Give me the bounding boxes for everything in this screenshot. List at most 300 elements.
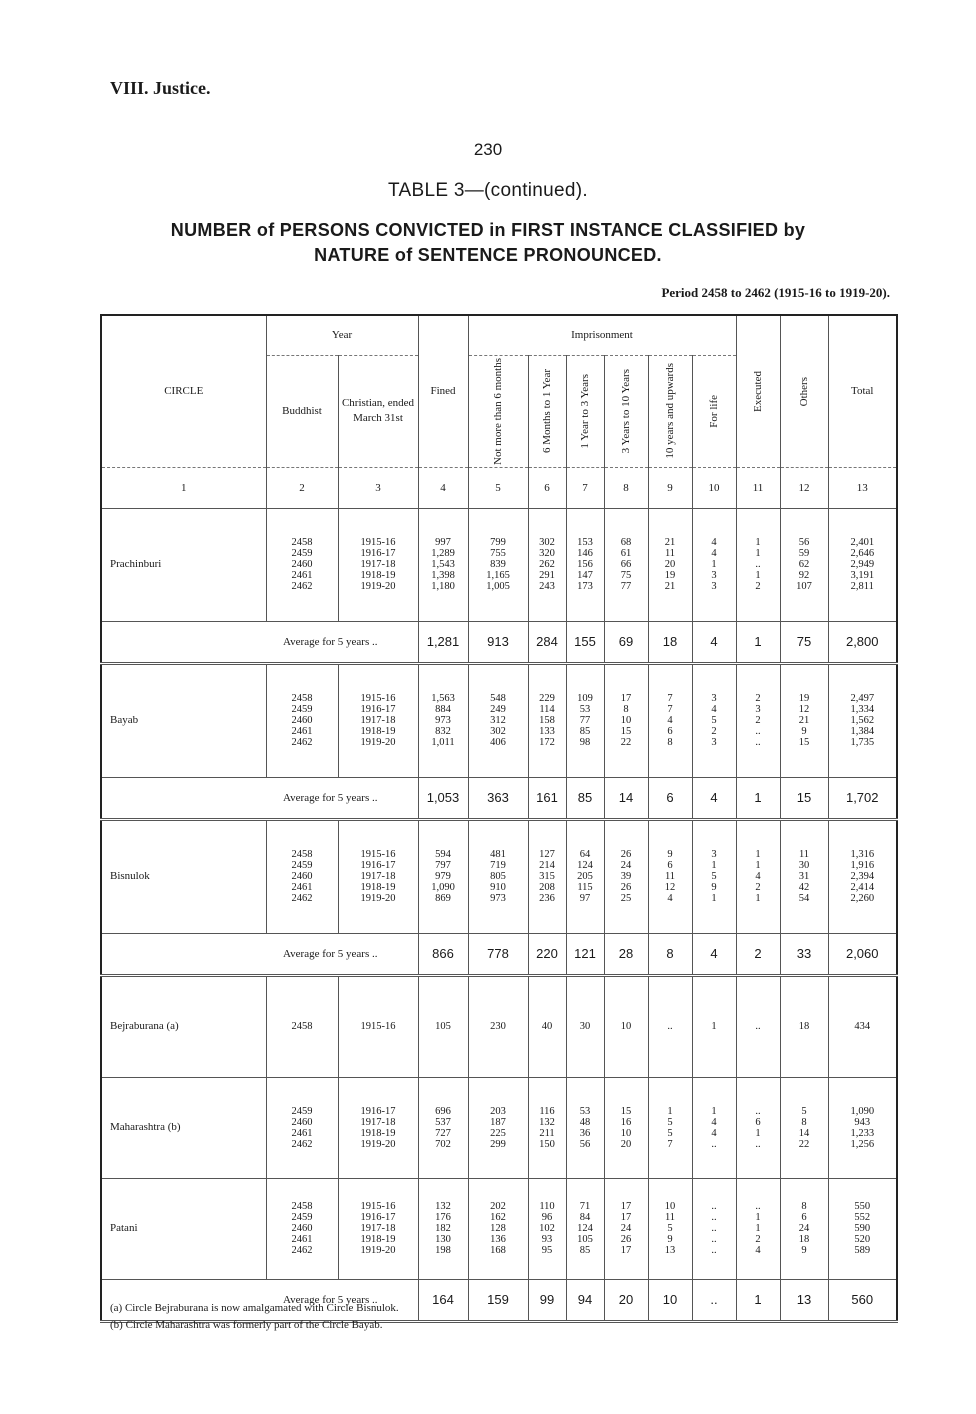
value: ..	[711, 1245, 717, 1256]
value: 71	[579, 1201, 591, 1212]
data-cell	[736, 1077, 780, 1178]
value: 198	[435, 1245, 451, 1256]
value: 2	[755, 1234, 761, 1245]
value: 21	[664, 581, 676, 592]
value: 869	[435, 893, 451, 904]
value: 11	[664, 1212, 676, 1223]
value: 1	[755, 537, 761, 548]
value: 2,401	[850, 537, 875, 548]
value: 1,563	[431, 693, 455, 704]
column-number: 6	[528, 467, 566, 508]
value: 19	[798, 693, 810, 704]
value: 12	[798, 704, 810, 715]
value: 25	[620, 893, 632, 904]
value: 9	[801, 1245, 807, 1256]
value: 133	[539, 726, 555, 737]
value: 1,316	[850, 849, 875, 860]
header-buddhist: Buddhist	[266, 355, 338, 467]
value: 249	[490, 704, 506, 715]
value: 805	[490, 871, 506, 882]
value: 14	[798, 1127, 810, 1139]
value: 997	[435, 537, 451, 548]
value: 884	[435, 704, 451, 715]
value: 9	[711, 882, 717, 893]
value: 2461	[291, 1234, 313, 1245]
section-heading: VIII. Justice.	[110, 78, 211, 98]
value: 2458	[291, 1021, 313, 1032]
data-cell	[338, 1178, 418, 1279]
value: 96	[541, 1212, 553, 1223]
value: 39	[620, 871, 632, 882]
value: 1,916	[850, 860, 875, 871]
average-value: 94	[566, 1279, 604, 1321]
data-cell	[692, 1178, 736, 1279]
data-cell	[736, 819, 780, 933]
value: 21	[664, 537, 676, 548]
value: 132	[435, 1201, 451, 1212]
value: 162	[490, 1212, 506, 1223]
value: 594	[435, 849, 451, 860]
value: 1	[755, 849, 761, 860]
value: 4	[667, 715, 673, 726]
average-value: 1	[736, 621, 780, 663]
value: 93	[541, 1234, 553, 1245]
value: 4	[711, 537, 717, 548]
data-cell	[528, 663, 566, 777]
circle-name: Bayab	[101, 663, 266, 777]
value: 153	[577, 537, 593, 548]
value: 2462	[291, 1138, 313, 1150]
value: 156	[577, 559, 593, 570]
value: 107	[796, 581, 812, 592]
value: 7	[667, 1138, 673, 1150]
value: 208	[539, 882, 555, 893]
value: 2	[711, 726, 717, 737]
value: 1,735	[850, 737, 875, 748]
data-cell	[468, 1178, 528, 1279]
data-cell	[828, 663, 897, 777]
average-value: 20	[604, 1279, 648, 1321]
value: 2462	[291, 893, 313, 904]
average-value: 2	[736, 933, 780, 975]
value: 17	[620, 1245, 632, 1256]
value: 9	[667, 1234, 673, 1245]
value: 799	[490, 537, 506, 548]
value: 2459	[291, 704, 313, 715]
column-number-row	[101, 467, 897, 508]
value: 2459	[291, 548, 313, 559]
value: 17	[620, 693, 632, 704]
header-year: Year	[266, 315, 418, 355]
value: 8	[801, 1116, 807, 1128]
value: 2,414	[850, 882, 875, 893]
value: 21	[798, 715, 810, 726]
value: 2458	[291, 849, 313, 860]
value: 26	[620, 882, 632, 893]
value: 302	[539, 537, 555, 548]
value: 20	[664, 559, 676, 570]
average-label: Average for 5 years ..	[101, 777, 418, 819]
average-value: 8	[648, 933, 692, 975]
data-cell	[418, 975, 468, 1077]
value: 2,497	[850, 693, 875, 704]
value: 1,543	[431, 559, 455, 570]
average-value: 4	[692, 777, 736, 819]
value: 3	[711, 581, 717, 592]
value: 182	[435, 1223, 451, 1234]
value: 1917-18	[360, 871, 396, 882]
value: 105	[577, 1234, 593, 1245]
data-cell	[648, 663, 692, 777]
data-cell	[780, 663, 828, 777]
data-cell	[828, 1178, 897, 1279]
value: 4	[755, 1245, 761, 1256]
value: 1,090	[431, 882, 455, 893]
value: 832	[435, 726, 451, 737]
value: 26	[620, 849, 632, 860]
data-cell	[338, 663, 418, 777]
value: 2	[755, 693, 761, 704]
value: 7	[667, 704, 673, 715]
value: 102	[539, 1223, 555, 1234]
data-cell	[828, 1077, 897, 1178]
data-cell	[528, 819, 566, 933]
value: 11	[798, 849, 810, 860]
value: 552	[854, 1212, 871, 1223]
value: 1,165	[486, 570, 510, 581]
value: 20	[620, 1138, 632, 1150]
value: 548	[490, 693, 506, 704]
value: 2460	[291, 1223, 313, 1234]
average-value: 220	[528, 933, 566, 975]
value: 225	[490, 1127, 506, 1139]
value: 315	[539, 871, 555, 882]
value: 109	[577, 693, 593, 704]
page-number: 230	[473, 140, 503, 159]
value: 2	[755, 715, 761, 726]
header-imprisonment: Imprisonment	[468, 315, 736, 355]
average-value: 866	[418, 933, 468, 975]
value: 1	[755, 570, 761, 581]
value: 1	[711, 1105, 717, 1117]
circle-block	[101, 663, 897, 777]
value: 15	[620, 726, 632, 737]
value: ..	[711, 1138, 717, 1150]
value: 1,005	[486, 581, 510, 592]
value: 132	[539, 1116, 555, 1128]
average-value: 155	[566, 621, 604, 663]
value: 2461	[291, 1127, 313, 1139]
footnotes	[110, 1300, 399, 1334]
average-label: Average for 5 years ..	[101, 1279, 418, 1321]
value: 1915-16	[360, 1021, 396, 1032]
data-cell	[528, 508, 566, 621]
value: 10	[620, 715, 632, 726]
value: 172	[539, 737, 555, 748]
value: 6	[801, 1212, 807, 1223]
value: 77	[620, 581, 632, 592]
average-label: Average for 5 years ..	[101, 621, 418, 663]
value: 1916-17	[360, 704, 396, 715]
value: 124	[577, 860, 593, 871]
value: 130	[435, 1234, 451, 1245]
value: 2459	[291, 1105, 313, 1117]
value: 3,191	[850, 570, 875, 581]
value: 30	[798, 860, 810, 871]
data-cell	[692, 1077, 736, 1178]
value: 6	[755, 1116, 761, 1128]
value: 202	[490, 1201, 506, 1212]
value: 5	[667, 1116, 673, 1128]
value: 5	[801, 1105, 807, 1117]
value: 1919-20	[360, 1245, 396, 1256]
data-cell	[736, 975, 780, 1077]
value: 56	[798, 537, 810, 548]
value: 1,233	[850, 1127, 875, 1139]
data-cell	[468, 975, 528, 1077]
value: 2461	[291, 882, 313, 893]
header-col5: Not more than 6 months	[492, 357, 504, 465]
value: ..	[711, 1212, 717, 1223]
value: 2459	[291, 860, 313, 871]
average-row	[101, 621, 897, 663]
average-value: 28	[604, 933, 648, 975]
value: 136	[490, 1234, 506, 1245]
value: 520	[854, 1234, 871, 1245]
value: 205	[577, 871, 593, 882]
value: 1	[711, 860, 717, 871]
column-number: 13	[828, 467, 897, 508]
value: 84	[579, 1212, 591, 1223]
average-value: 1,281	[418, 621, 468, 663]
data-cell	[692, 819, 736, 933]
value: 481	[490, 849, 506, 860]
average-row	[101, 777, 897, 819]
value: 22	[798, 1138, 810, 1150]
header-christian: Christian, ended March 31st	[338, 355, 418, 467]
data-cell	[418, 508, 468, 621]
data-cell	[780, 819, 828, 933]
value: 1917-18	[360, 1116, 396, 1128]
value: 62	[798, 559, 810, 570]
column-number: 11	[736, 467, 780, 508]
value: 6	[667, 726, 673, 737]
value: 1	[711, 1021, 717, 1032]
data-cell	[604, 819, 648, 933]
value: 537	[435, 1116, 451, 1128]
value: 31	[798, 871, 810, 882]
value: 97	[579, 893, 591, 904]
value: 589	[854, 1245, 871, 1256]
value: 2460	[291, 1116, 313, 1128]
data-cell	[468, 1077, 528, 1178]
value: 8	[623, 704, 629, 715]
value: 158	[539, 715, 555, 726]
value: 18	[798, 1021, 810, 1032]
average-label: Average for 5 years ..	[101, 933, 418, 975]
average-value: 161	[528, 777, 566, 819]
value: 30	[579, 1021, 591, 1032]
average-value: 1,702	[828, 777, 897, 819]
value: 98	[579, 737, 591, 748]
value: 24	[798, 1223, 810, 1234]
average-value: 4	[692, 933, 736, 975]
value: 1919-20	[360, 737, 396, 748]
average-value: 75	[780, 621, 828, 663]
data-cell	[418, 1178, 468, 1279]
data-cell	[604, 975, 648, 1077]
data-cell	[692, 508, 736, 621]
average-value: ..	[692, 1279, 736, 1321]
data-cell	[828, 819, 897, 933]
data-cell	[780, 975, 828, 1077]
value: 77	[579, 715, 591, 726]
value: 8	[667, 737, 673, 748]
column-number: 4	[418, 467, 468, 508]
value: 1,334	[850, 704, 875, 715]
value: 124	[577, 1223, 593, 1234]
header-col6: 6 Months to 1 Year	[541, 368, 553, 454]
value: 1919-20	[360, 581, 396, 592]
value: 2462	[291, 737, 313, 748]
value: 4	[711, 1127, 717, 1139]
value: 3	[711, 849, 717, 860]
value: 16	[620, 1116, 632, 1128]
value: 3	[711, 570, 717, 581]
value: 61	[620, 548, 632, 559]
data-cell	[648, 1077, 692, 1178]
data-cell	[604, 663, 648, 777]
value: ..	[755, 1201, 761, 1212]
value: 6	[667, 860, 673, 871]
footnote-a: (a) Circle Bejraburana is now amalgamated with Circle Bisnulok.	[110, 1302, 399, 1314]
data-cell	[418, 819, 468, 933]
data-cell	[604, 1077, 648, 1178]
average-value: 18	[648, 621, 692, 663]
value: 8	[801, 1201, 807, 1212]
value: 910	[490, 882, 506, 893]
value: 66	[620, 559, 632, 570]
value: 230	[490, 1021, 506, 1032]
value: 1916-17	[360, 1212, 396, 1223]
data-cell	[566, 1077, 604, 1178]
data-cell	[266, 1077, 338, 1178]
value: 3	[755, 704, 761, 715]
data-cell	[692, 975, 736, 1077]
value: 17	[620, 1201, 632, 1212]
data-cell	[468, 819, 528, 933]
value: ..	[755, 1105, 761, 1117]
data-cell	[828, 508, 897, 621]
value: 1,384	[850, 726, 875, 737]
data-cell	[780, 1077, 828, 1178]
value: 973	[435, 715, 451, 726]
column-number: 3	[338, 467, 418, 508]
title-line-2: NATURE of SENTENCE PRONOUNCED.	[314, 245, 662, 265]
value: 1915-16	[360, 537, 396, 548]
data-cell	[266, 663, 338, 777]
value: 1	[667, 1105, 673, 1117]
value: 1917-18	[360, 559, 396, 570]
column-number: 2	[266, 467, 338, 508]
value: 10	[620, 1021, 632, 1032]
value: 2,646	[850, 548, 875, 559]
data-cell	[736, 663, 780, 777]
value: 5	[667, 1223, 673, 1234]
value: 26	[620, 1234, 632, 1245]
data-cell	[418, 1077, 468, 1178]
value: 2460	[291, 871, 313, 882]
data-cell	[566, 663, 604, 777]
average-value: 10	[648, 1279, 692, 1321]
header-col7: 1 Year to 3 Years	[579, 373, 591, 449]
value: 1,398	[431, 570, 455, 581]
data-cell	[338, 975, 418, 1077]
header-col10: For life	[708, 394, 720, 428]
average-value: 15	[780, 777, 828, 819]
value: 1	[711, 893, 717, 904]
average-value: 99	[528, 1279, 566, 1321]
data-cell	[266, 508, 338, 621]
value: 755	[490, 548, 506, 559]
data-cell	[266, 975, 338, 1077]
value: 214	[539, 860, 555, 871]
value: 696	[435, 1105, 451, 1117]
value: 115	[577, 882, 593, 893]
value: 590	[854, 1223, 871, 1234]
value: 10	[620, 1127, 632, 1139]
data-cell	[780, 1178, 828, 1279]
value: 40	[541, 1021, 553, 1032]
value: ..	[711, 1223, 717, 1234]
data-cell	[736, 1178, 780, 1279]
value: 2,260	[850, 893, 875, 904]
value: 1	[755, 893, 761, 904]
value: 105	[435, 1021, 451, 1032]
value: 187	[490, 1116, 506, 1128]
value: 24	[620, 860, 632, 871]
data-cell	[566, 1178, 604, 1279]
circle-block	[101, 1178, 897, 1279]
data-cell	[828, 975, 897, 1077]
value: 1,011	[431, 737, 455, 748]
value: 243	[539, 581, 555, 592]
data-cell	[566, 508, 604, 621]
value: 64	[579, 849, 591, 860]
value: 15	[798, 737, 810, 748]
data-cell	[266, 1178, 338, 1279]
value: 127	[539, 849, 555, 860]
value: 312	[490, 715, 506, 726]
data-cell	[338, 819, 418, 933]
value: ..	[667, 1021, 673, 1032]
value: 203	[490, 1105, 506, 1117]
value: 2,949	[850, 559, 875, 570]
value: 1918-19	[360, 1127, 396, 1139]
value: 48	[579, 1116, 591, 1128]
average-value: 6	[648, 777, 692, 819]
value: 979	[435, 871, 451, 882]
value: 1918-19	[360, 882, 396, 893]
header-executed: Executed	[752, 370, 764, 412]
value: 36	[579, 1127, 591, 1139]
value: 1915-16	[360, 693, 396, 704]
average-value: 2,060	[828, 933, 897, 975]
value: 1,090	[850, 1105, 875, 1117]
data-cell	[604, 1178, 648, 1279]
value: 4	[711, 704, 717, 715]
average-value: 1	[736, 1279, 780, 1321]
